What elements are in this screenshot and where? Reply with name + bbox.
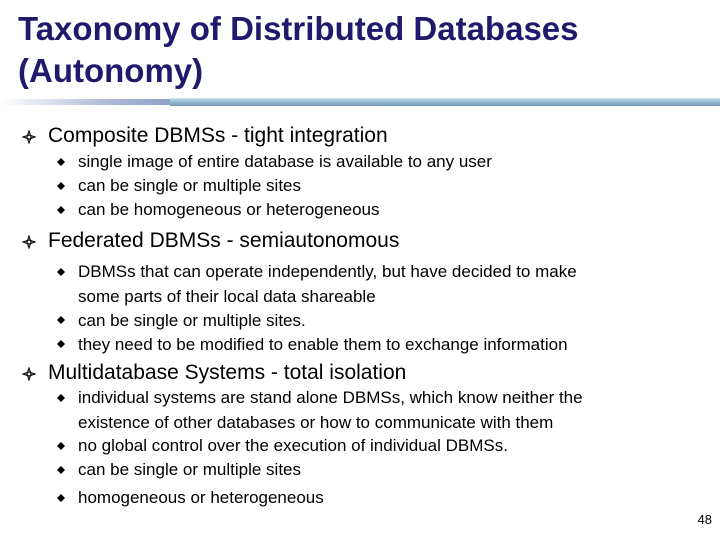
list-item: can be single or multiple sites — [78, 460, 302, 479]
list-item: can be homogeneous or heterogeneous — [78, 200, 380, 219]
diamond-star-bullet-icon — [22, 130, 36, 144]
list-item-line: DBMSs that can operate independently, but have decided to make — [78, 262, 577, 281]
list-item: they need to be modified to enable them to exchange information — [78, 335, 568, 354]
section-heading-multidatabase: Multidatabase Systems - total isolation — [48, 361, 407, 384]
list-item-line: existence of other databases or how to communicate with them — [78, 412, 554, 432]
list-item: single image of entire database is available to any user — [78, 152, 492, 171]
small-diamond-bullet-icon — [57, 316, 65, 324]
list-item — [78, 260, 698, 309]
list-item — [78, 386, 698, 435]
list-item-line: individual systems are stand alone DBMSs, which know neither the — [78, 388, 583, 407]
small-diamond-bullet-icon — [57, 268, 65, 276]
list-item: can be single or multiple sites — [78, 176, 302, 195]
small-diamond-bullet-icon — [57, 340, 65, 348]
small-diamond-bullet-icon — [57, 158, 65, 166]
small-diamond-bullet-icon — [57, 494, 65, 502]
small-diamond-bullet-icon — [57, 182, 65, 190]
list-item: homogeneous or heterogeneous — [78, 488, 324, 507]
list-item-line: some parts of their local data shareable — [78, 286, 376, 306]
section-heading-federated: Federated DBMSs - semiautonomous — [48, 229, 400, 252]
page-number: 48 — [697, 512, 712, 527]
slide-title-line-2: (Autonomy) — [18, 52, 204, 89]
small-diamond-bullet-icon — [57, 394, 65, 402]
diamond-star-bullet-icon — [22, 367, 36, 381]
list-item: no global control over the execution of individual DBMSs. — [78, 436, 508, 455]
small-diamond-bullet-icon — [57, 206, 65, 214]
list-item: can be single or multiple sites. — [78, 311, 306, 330]
small-diamond-bullet-icon — [57, 466, 65, 474]
diamond-star-bullet-icon — [22, 235, 36, 249]
slide-title-line-1: Taxonomy of Distributed Databases — [18, 10, 579, 47]
small-diamond-bullet-icon — [57, 442, 65, 450]
section-heading-composite: Composite DBMSs - tight integration — [48, 124, 388, 147]
